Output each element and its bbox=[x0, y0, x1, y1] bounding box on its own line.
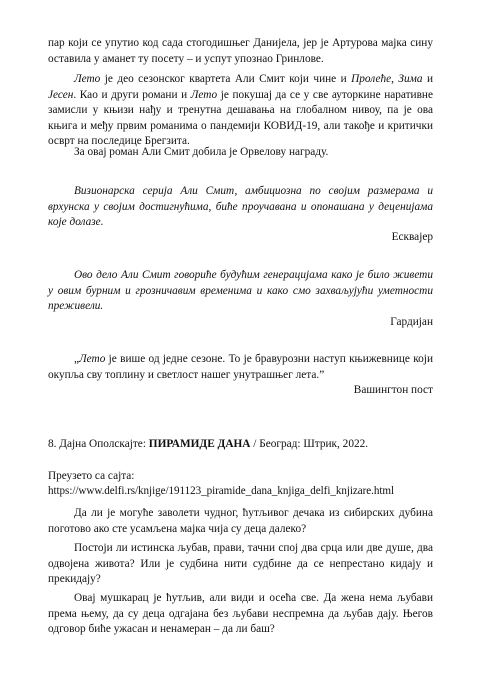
review-quote-1: Визионарска серија Али Смит, амбициозна по својим размерама и врхунска у својим достигнућима, биће проучавана и опонашана у деценијама које долазе. bbox=[48, 185, 433, 229]
paragraph-continuation: пар који се упутио код сада стогодишњег Данијела, јер је Артурова мајка сину оставила у аманет ту посету – и успут упознао Гринлове. bbox=[48, 37, 433, 65]
review-source-3: Вашингтон пост bbox=[353, 384, 433, 396]
source-url: https://www.delfi.rs/knjige/191123_piramide_dana_knjiga_delfi_knjizare.html bbox=[48, 485, 395, 497]
description-paragraph-1: Да ли је могуће заволети чудног, ћутљивог дечака из сибирских дубина поготово ако сте усамљена мајка чија су деца далеко? bbox=[48, 507, 433, 535]
book-entry-heading: 8. Дајна Ополскајте: ПИРАМИДЕ ДАНА / Београд: Штрик, 2022. bbox=[48, 438, 369, 450]
review-quote-3: „Лето је више од једне сезоне. То је бравурозни наступ књижевнице који окупља сву топлину и светлост нашег унутрашњег лета.” bbox=[48, 353, 433, 381]
book-title: ПИРАМИДЕ ДАНА bbox=[148, 438, 251, 450]
paragraph-seasonal-quartet: Лето је део сезонског квартета Али Смит који чине и Пролеће, Зима и Јесен. Као и други романи и Лето је покушај да се у све ауторкине наративне замисли у књизи нађу и тренутна дешавања на глобалном нивоу, па је ова књига и међу првим романима о пандемији КОВИД-19, али такође и критички осврт на последице Брегзита. bbox=[48, 73, 434, 148]
review-quote-2: Ово дело Али Смит говориће будућим генерацијама како је било живети у овим бурним и грозничавим временима и како смо захваљујући уметности преживели. bbox=[48, 269, 433, 313]
description-paragraph-3: Овај мушкарац је ћутљив, али види и осећа све. Да жена нема љубави према њему, да су деца одгајана без љубави неспремна да љубав дају. Његов одговор биће ужасан и ненамеран – да ли баш? bbox=[48, 592, 433, 636]
paragraph-award: За овај роман Али Смит добила је Орвелову награду. bbox=[74, 146, 329, 158]
review-source-1: Есквајер bbox=[391, 231, 433, 243]
source-label: Преузето са сајта: bbox=[48, 470, 135, 482]
review-source-2: Гардијан bbox=[390, 316, 433, 328]
description-paragraph-2: Постоји ли истинска љубав, прави, тачни спој два срца или две душе, два одвојена живота? Или је судбина нити судбине да се непрестано кидају и прекидају? bbox=[48, 542, 433, 586]
